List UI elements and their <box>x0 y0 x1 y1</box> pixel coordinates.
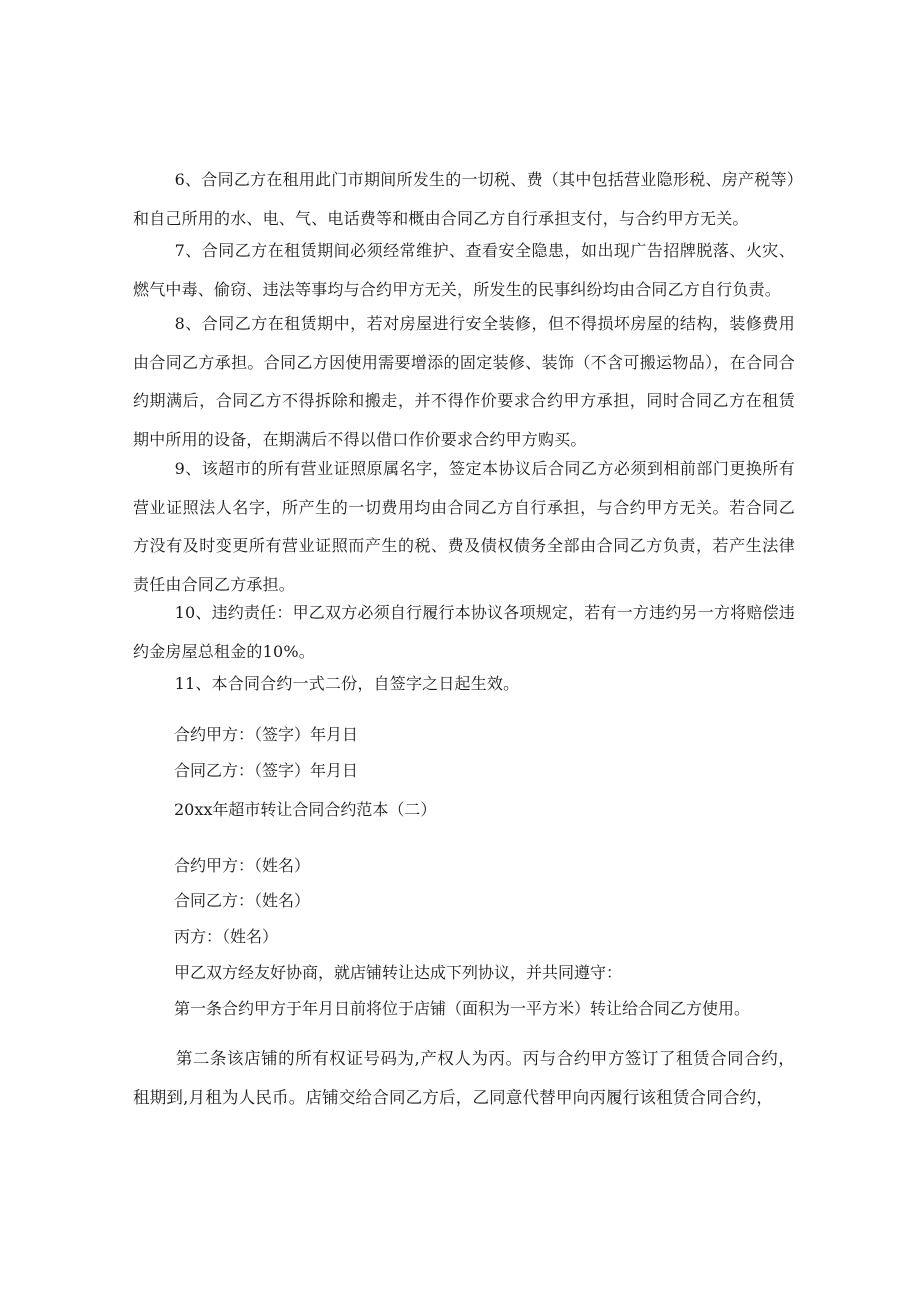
clause-9: 9、该超市的所有营业证照原属名字，签定本协议后合同乙方必须到相前部门更换所有营业证照法人名字，所产生的一切费用均由合同乙方自行承担，与合约甲方无关。若合同乙方没有及时变更所有营业证照而产生的税、费及债权债务全部由合同乙方负责，若产生法律责任由合同乙方承担。 <box>133 459 795 594</box>
second-article-1: 第一条合约甲方于年月日前将位于店铺（面积为一平方米）转让给合同乙方使用。 <box>174 999 751 1018</box>
clause-7: 7、合同乙方在租赁期间必须经常维护、查看安全隐患，如出现广告招牌脱落、火灾、燃气中毒、偷窃、违法等事均与合约甲方无关，所发生的民事纠纷均由合同乙方自行负责。 <box>133 241 795 299</box>
clause-11: 11、本合同合约一式二份，自签字之日起生效。 <box>174 674 520 693</box>
second-party-b: 合同乙方：（姓名） <box>174 891 311 910</box>
second-preamble: 甲乙双方经友好协商，就店铺转让达成下列协议，并共同遵守： <box>174 963 623 982</box>
second-party-c: 丙方：（姓名） <box>174 927 279 946</box>
clause-8: 8、合同乙方在租赁期中，若对房屋进行安全装修，但不得损坏房屋的结构，装修费用由合同乙方承担。合同乙方因使用需要增添的固定装修、装饰（不含可搬运物品），在合同合约期满后，合同乙方不得拆除和搬走，并不得作价要求合约甲方承担，同时合同乙方在租赁期中所用的设备，在期满后不得以借口作价要求合约甲方购买。 <box>133 314 795 449</box>
clause-10: 10、违约责任：甲乙双方必须自行履行本协议各项规定，若有一方违约另一方将赔偿违约金房屋总租金的10%。 <box>133 603 795 661</box>
signature-party-a: 合约甲方：（签字）年月日 <box>174 725 359 744</box>
signature-party-b: 合同乙方：（签字）年月日 <box>174 761 359 780</box>
second-party-a: 合约甲方：（姓名） <box>174 856 311 875</box>
clause-6: 6、合同乙方在租用此门市期间所发生的一切税、费（其中包括营业隐形税、房产税等）和自己所用的水、电、气、电话费等和概由合同乙方自行承担支付，与合约甲方无关。 <box>133 170 795 228</box>
second-article-2: 第二条该店铺的所有权证号码为,产权人为丙。丙与合约甲方签订了租赁合同合约，租期到,月租为人民币。店铺交给合同乙方后，乙同意代替甲向丙履行该租赁合同合约， <box>133 1049 795 1107</box>
second-contract-title: 20xx年超市转让合同合约范本（二） <box>174 800 437 819</box>
